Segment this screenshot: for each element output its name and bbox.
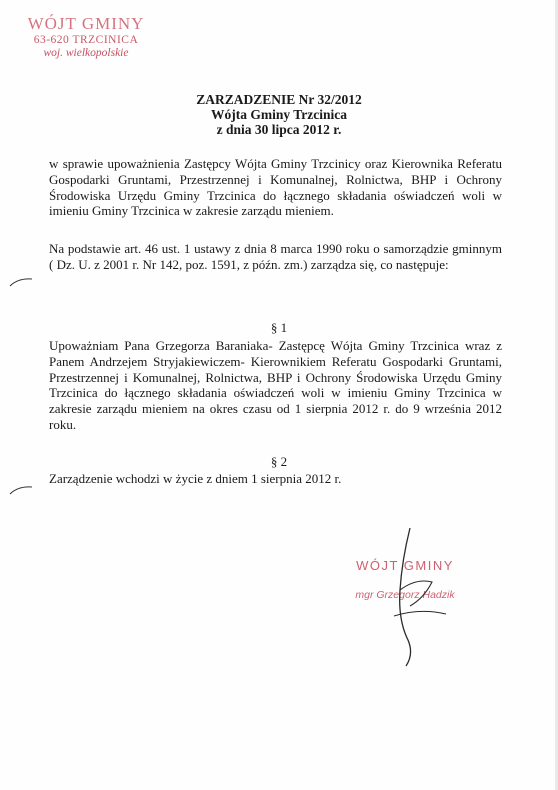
handwritten-signature <box>380 520 470 670</box>
office-stamp <box>16 14 156 60</box>
document-issuer: Wójta Gminy Trzcinica <box>211 107 347 122</box>
section-1-text: Upoważniam Pana Grzegorza Baraniaka- Zastępcę Wójta Gminy Trzcinica wraz z Panem Andrzejem Stryjakiewiczem- Kierownikiem Referatu Gospodarki Gruntami, Przestrzennej i Komunalnej, Rolnictwa, BHP i Ochrony Środowiska Urzędu Gminy Trzcinica do łącznego składania oświadczeń woli w imieniu Gminy Trzcinica w zakresie zarządu mieniem na okres czasu od 1 sierpnia 2012 r. do 9 września 2012 roku. <box>49 338 502 432</box>
stamp-region: woj. wielkopolskie <box>43 46 129 59</box>
section-2-text: Zarządzenie wchodzi w życie z dniem 1 sierpnia 2012 r. <box>49 471 342 486</box>
section-1-mark: § 1 <box>270 320 288 335</box>
legal-basis-paragraph: Na podstawie art. 46 ust. 1 ustawy z dnia 8 marca 1990 roku o samorządzie gminnym ( Dz. U. z 2001 r. Nr 142, poz. 1591, z późn. zm.) zarządza się, co następuje: <box>49 241 502 272</box>
subject-paragraph: w sprawie upoważnienia Zastępcy Wójta Gminy Trzcinicy oraz Kierownika Referatu Gospodarki Gruntami, Przestrzennej i Komunalnej, Rolnictwa, BHP i Ochrony Środowiska Urzędu Gminy Trzcinica do łącznego składania oświadczeń woli w imieniu Gminy Trzcinica w zakresie zarządu mieniem. <box>49 156 502 219</box>
margin-tick-mark <box>8 484 36 496</box>
document-date: z dnia 30 lipca 2012 r. <box>216 122 342 137</box>
document-header <box>0 92 558 137</box>
document-title: ZARZADZENIE Nr 32/2012 <box>196 92 362 107</box>
stamp-address: 63-620 TRZCINICA <box>33 33 139 46</box>
stamp-title: WÓJT GMINY <box>27 14 145 33</box>
section-2-mark: § 2 <box>270 454 288 469</box>
signature-stamp-title: WÓJT GMINY <box>356 558 454 573</box>
margin-tick-mark <box>8 276 36 288</box>
signatory-name: mgr Grzegorz Hadzik <box>355 589 455 601</box>
